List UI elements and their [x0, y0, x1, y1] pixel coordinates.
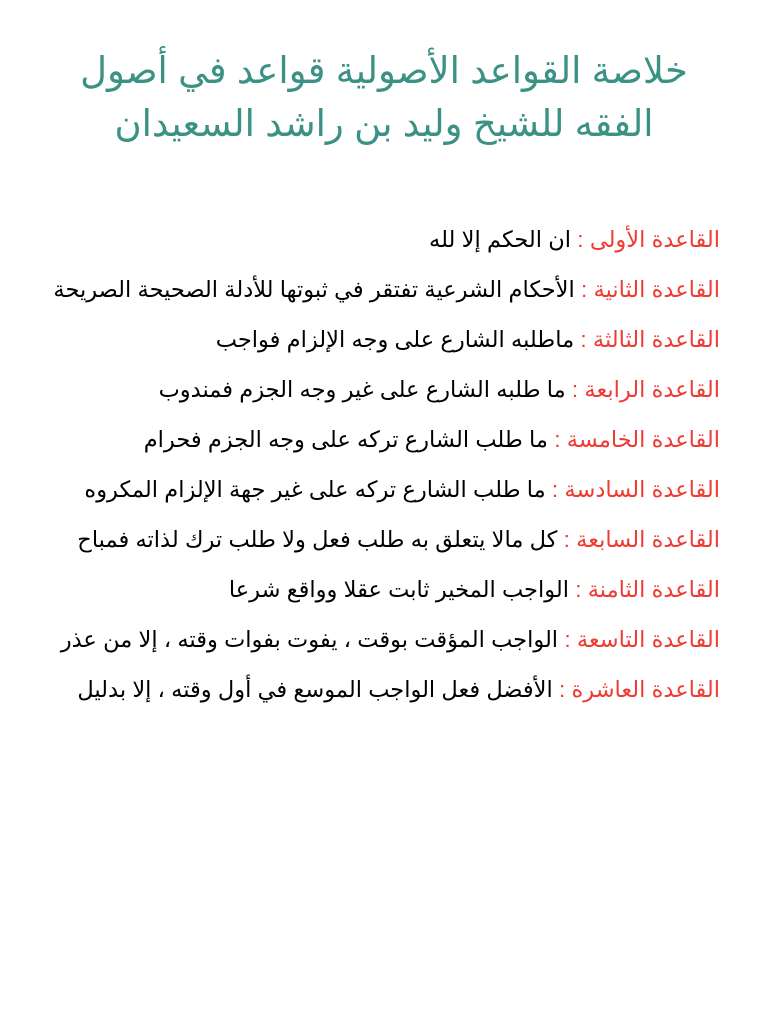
- rule-text: كل مالا يتعلق به طلب فعل ولا طلب ترك لذاته فمباح: [77, 527, 558, 552]
- rule-label: القاعدة الخامسة: [566, 427, 720, 452]
- slide-title: خلاصة القواعد الأصولية قواعد في أصول الفقه للشيخ وليد بن راشد السعيدان: [80, 50, 688, 144]
- rule-item: [40, 672, 720, 708]
- rule-item: [40, 422, 720, 458]
- rule-separator: :: [571, 227, 590, 252]
- rule-item: [40, 572, 720, 608]
- rule-item: [40, 372, 720, 408]
- rule-separator: :: [545, 477, 565, 502]
- rule-text: ما طلب الشارع تركه على وجه الجزم فحرام: [143, 427, 548, 452]
- rule-label: القاعدة التاسعة: [576, 627, 720, 652]
- rule-label: القاعدة السادسة: [564, 477, 720, 502]
- rule-separator: :: [574, 277, 594, 302]
- rule-text: الأفضل فعل الواجب الموسع في أول وقته ، إلا بدليل: [77, 677, 553, 702]
- rule-label: القاعدة الثامنة: [587, 577, 720, 602]
- rule-text: ما طلبه الشارع على غير وجه الجزم فمندوب: [158, 377, 566, 402]
- rule-label: القاعدة الأولى: [589, 227, 720, 252]
- rule-text: الواجب المؤقت بوقت ، يفوت بفوات وقته ، إلا من عذر: [60, 627, 559, 652]
- rule-separator: :: [557, 527, 577, 552]
- rule-separator: :: [547, 427, 567, 452]
- rule-text: ما طلب الشارع تركه على غير جهة الإلزام المكروه: [84, 477, 546, 502]
- rule-text: ان الحكم إلا لله: [429, 227, 572, 252]
- rule-label: القاعدة السابعة: [576, 527, 720, 552]
- rules-list: [40, 222, 720, 722]
- rule-separator: :: [568, 577, 588, 602]
- rule-label: القاعدة الثانية: [593, 277, 720, 302]
- rule-label: القاعدة العاشرة: [571, 677, 720, 702]
- rule-item: [40, 272, 720, 308]
- rule-label: القاعدة الرابعة: [584, 377, 720, 402]
- rule-item: [40, 622, 720, 658]
- rule-separator: :: [552, 677, 572, 702]
- rule-text: ماطلبه الشارع على وجه الإلزام فواجب: [215, 327, 575, 352]
- rule-item: [40, 322, 720, 358]
- rule-label: القاعدة الثالثة: [592, 327, 720, 352]
- rule-separator: :: [558, 627, 577, 652]
- rule-text: الواجب المخير ثابت عقلا وواقع شرعا: [228, 577, 569, 602]
- rule-item: [40, 522, 720, 558]
- rule-separator: :: [574, 327, 593, 352]
- rule-item: [40, 222, 720, 258]
- rule-item: [40, 472, 720, 508]
- rule-text: الأحكام الشرعية تفتقر في ثبوتها للأدلة الصحيحة الصريحة: [53, 277, 575, 302]
- rule-separator: :: [565, 377, 585, 402]
